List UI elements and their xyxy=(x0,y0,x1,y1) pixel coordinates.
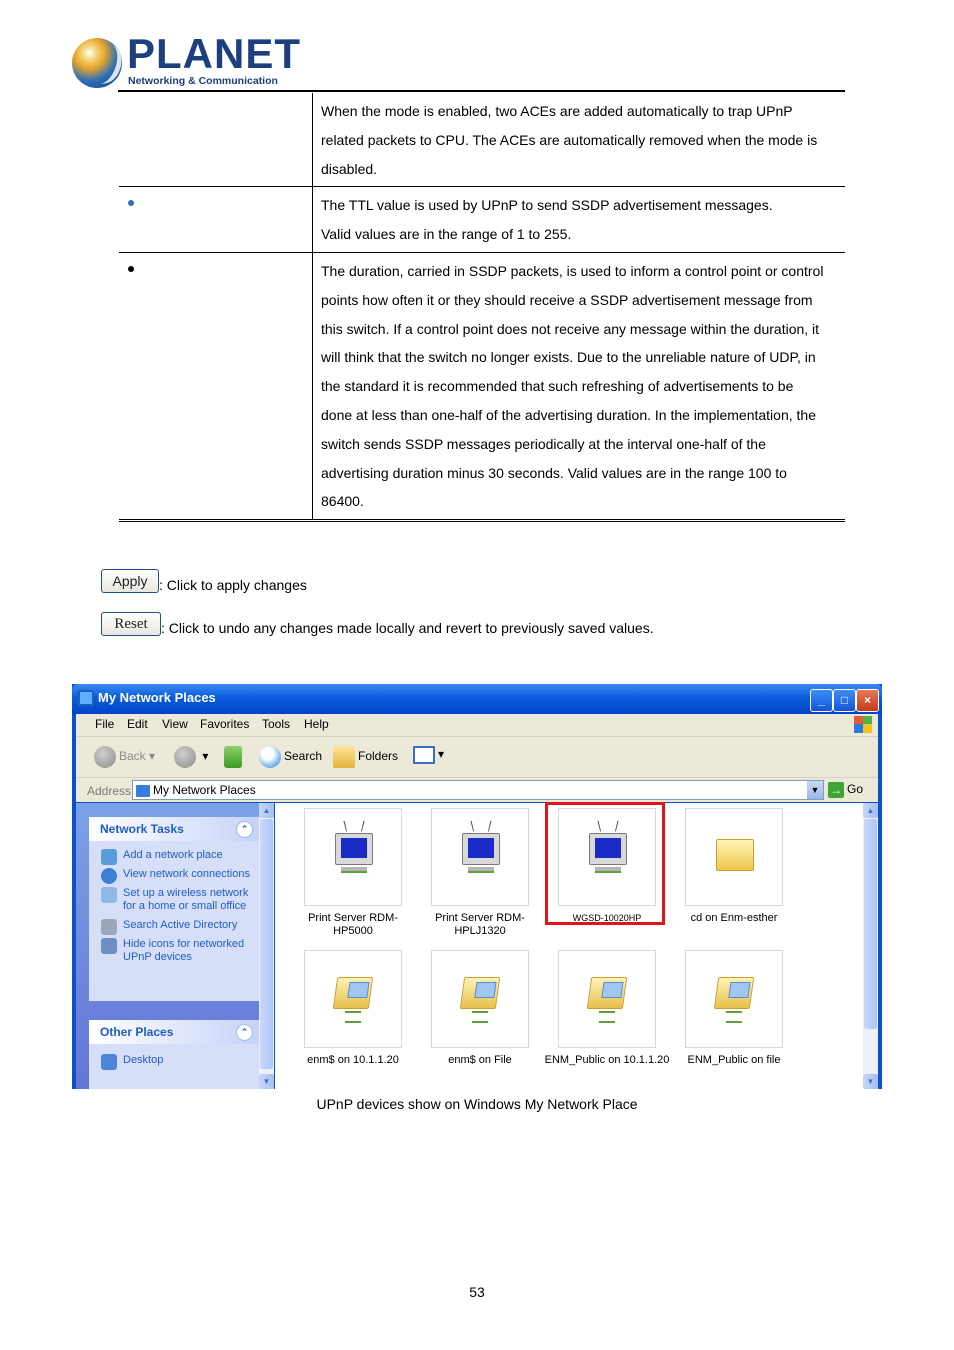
wireless-icon xyxy=(101,887,117,903)
param-desc-cell xyxy=(313,252,846,520)
folder-icon xyxy=(685,808,783,906)
apply-row xyxy=(101,569,307,593)
network-share-icon xyxy=(431,950,529,1048)
task-search-directory[interactable] xyxy=(89,917,259,936)
scroll-thumb[interactable] xyxy=(260,819,273,1069)
network-tasks-header[interactable] xyxy=(89,817,259,841)
item-label: cd on Enm-esther xyxy=(690,912,778,924)
scroll-down-icon[interactable]: ▼ xyxy=(259,1074,274,1089)
task-hide-upnp-icons[interactable] xyxy=(89,936,259,968)
menu-file[interactable]: File xyxy=(95,717,115,731)
title-bar[interactable] xyxy=(72,684,882,714)
list-item[interactable] xyxy=(297,808,409,938)
upnp-device-icon xyxy=(101,938,117,954)
scroll-thumb[interactable] xyxy=(864,819,877,1029)
network-share-icon xyxy=(558,950,656,1048)
task-label: Hide icons for networked UPnP devices xyxy=(123,938,245,963)
task-view-connections[interactable] xyxy=(89,866,259,885)
desc-line: switch sends SSDP messages periodically at the interval one-half of the xyxy=(321,435,766,452)
folders-label: Folders xyxy=(358,749,399,764)
list-item[interactable] xyxy=(297,950,409,1067)
desktop-icon xyxy=(101,1054,117,1070)
go-button[interactable] xyxy=(828,782,863,798)
desc-line: When the mode is enabled, two ACEs are added automatically to trap UPnP xyxy=(321,103,793,119)
folders-button[interactable] xyxy=(333,746,398,768)
task-label: View network connections xyxy=(123,868,250,880)
globe-icon xyxy=(72,38,122,88)
other-places-panel xyxy=(89,1020,259,1089)
header-rule xyxy=(118,90,845,92)
table-row xyxy=(119,252,845,520)
menu-help[interactable]: Help xyxy=(304,717,329,731)
desc-line: this switch. If a control point does not receive any message within the duration, it xyxy=(321,320,820,337)
back-label: Back xyxy=(119,749,146,764)
item-label: Print Server RDM-HP5000 xyxy=(308,912,398,937)
desc-line: will think that the switch no longer exists. Due to the unreliable nature of UDP, in xyxy=(321,349,816,366)
collapse-chevron-icon[interactable]: ⌃ xyxy=(236,821,253,838)
back-button[interactable]: Back ▾ xyxy=(94,746,155,768)
logo-tagline: Networking & Communication xyxy=(128,75,278,87)
minimize-icon[interactable]: _ xyxy=(810,689,833,712)
item-label: enm$ on 10.1.1.20 xyxy=(307,1054,399,1066)
network-tasks-title: Network Tasks xyxy=(100,822,184,836)
table-row xyxy=(119,187,845,253)
upnp-device-icon xyxy=(431,808,529,906)
figure-caption: UPnP devices show on Windows My Network Place xyxy=(316,1096,638,1112)
reset-button[interactable]: Reset xyxy=(101,612,161,636)
address-input[interactable] xyxy=(132,780,824,800)
param-desc-cell xyxy=(313,187,846,253)
task-label: Set up a wireless network for a home or small office xyxy=(123,887,249,912)
other-places-title: Other Places xyxy=(100,1025,174,1039)
page-number: 53 xyxy=(469,1284,485,1300)
apply-description: : Click to apply changes xyxy=(159,577,307,593)
bullet-icon xyxy=(128,200,134,206)
reset-description: : Click to undo any changes made locally and revert to previously saved values. xyxy=(161,620,654,636)
param-name-cell xyxy=(119,252,313,520)
search-icon xyxy=(259,746,281,768)
table-row xyxy=(119,93,845,187)
window-title: My Network Places xyxy=(98,690,216,705)
forward-arrow-icon xyxy=(174,746,196,768)
up-folder-icon xyxy=(224,746,242,768)
connections-icon xyxy=(101,868,117,884)
param-name-cell xyxy=(119,93,313,187)
directory-search-icon xyxy=(101,919,117,935)
list-item[interactable] xyxy=(543,950,671,1067)
desc-line: disabled. xyxy=(321,160,378,177)
desc-line: Valid values are in the range of 1 to 255. xyxy=(321,226,572,243)
back-arrow-icon xyxy=(94,746,116,768)
search-label: Search xyxy=(284,749,323,764)
task-add-network-place[interactable] xyxy=(89,847,259,866)
bullet-icon xyxy=(128,266,134,272)
desc-line: advertising duration minus 30 seconds. Valid values are in the range 100 to xyxy=(321,464,787,481)
menu-bar xyxy=(76,714,878,737)
desc-line: The TTL value is used by UPnP to send SSDP advertisement messages. xyxy=(321,197,773,214)
reset-row xyxy=(101,612,654,636)
scroll-up-icon[interactable]: ▲ xyxy=(259,803,274,818)
add-place-icon xyxy=(101,849,117,865)
desc-line: points how often it or they should receive a SSDP advertisement message from xyxy=(321,291,813,308)
desc-line: the standard it is recommended that such refreshing of advertisements to be xyxy=(321,378,794,395)
highlight-box xyxy=(545,802,665,925)
menu-view[interactable]: View xyxy=(162,717,188,731)
item-label: ENM_Public on 10.1.1.20 xyxy=(544,1054,670,1066)
planet-logo xyxy=(72,30,301,90)
item-label: WGSD-10020HP xyxy=(572,913,642,923)
place-desktop[interactable] xyxy=(89,1052,259,1071)
left-scrollbar[interactable] xyxy=(259,803,274,1089)
menu-edit[interactable]: Edit xyxy=(127,717,148,731)
forward-button[interactable]: ▾ xyxy=(174,746,208,768)
task-pane xyxy=(76,803,274,1089)
item-label: Print Server RDM-HPLJ1320 xyxy=(435,912,525,937)
views-icon xyxy=(413,746,435,764)
go-label: Go xyxy=(847,782,864,797)
logo-brand: PLANET xyxy=(127,30,301,77)
param-desc-cell xyxy=(313,93,846,187)
place-label: Desktop xyxy=(123,1054,164,1066)
search-button[interactable] xyxy=(259,746,322,768)
desc-line: related packets to CPU. The ACEs are automatically removed when the mode is xyxy=(321,131,818,148)
upnp-device-icon xyxy=(304,808,402,906)
desc-line: done at less than one-half of the advertising duration. In the implementation, the xyxy=(321,406,816,423)
windows-flag-icon xyxy=(854,716,872,733)
parameter-table xyxy=(119,93,845,522)
views-button[interactable]: ▾ xyxy=(413,746,444,764)
list-item[interactable] xyxy=(424,950,536,1067)
item-label: enm$ on File xyxy=(448,1054,512,1066)
scroll-up-icon[interactable]: ▲ xyxy=(863,803,878,818)
list-item[interactable] xyxy=(678,950,790,1067)
my-network-places-window xyxy=(72,684,882,1089)
item-label: ENM_Public on file xyxy=(687,1054,781,1066)
content-pane xyxy=(275,803,878,1089)
address-label: Address xyxy=(87,784,132,798)
desc-line: 86400. xyxy=(321,493,364,510)
menu-favorites[interactable]: Favorites xyxy=(200,717,250,731)
menu-tools[interactable]: Tools xyxy=(262,717,291,731)
scroll-down-icon[interactable]: ▼ xyxy=(863,1074,878,1089)
toolbar xyxy=(76,737,878,778)
network-share-icon xyxy=(685,950,783,1048)
desc-line: The duration, carried in SSDP packets, is used to inform a control point or control xyxy=(321,262,824,279)
list-item[interactable] xyxy=(424,808,536,938)
chevron-down-icon[interactable]: ▼ xyxy=(807,781,823,799)
go-arrow-icon: → xyxy=(830,783,842,797)
folders-icon xyxy=(333,746,355,768)
collapse-chevron-icon[interactable]: ⌃ xyxy=(236,1024,253,1041)
close-icon[interactable]: × xyxy=(856,689,879,712)
param-name-cell xyxy=(119,187,313,253)
task-label: Add a network place xyxy=(123,849,223,861)
address-value: My Network Places xyxy=(153,783,256,797)
network-places-icon xyxy=(78,690,94,706)
up-folder-button[interactable] xyxy=(224,746,245,768)
network-places-icon xyxy=(136,785,150,797)
network-share-icon xyxy=(304,950,402,1048)
content-scrollbar[interactable] xyxy=(863,803,878,1089)
other-places-header[interactable] xyxy=(89,1020,259,1044)
list-item[interactable] xyxy=(678,808,790,925)
network-tasks-panel xyxy=(89,817,259,1001)
apply-button[interactable]: Apply xyxy=(101,569,159,593)
address-bar xyxy=(76,778,878,802)
task-setup-wireless[interactable] xyxy=(89,885,259,917)
maximize-icon[interactable]: □ xyxy=(833,689,856,712)
task-label: Search Active Directory xyxy=(123,919,238,931)
